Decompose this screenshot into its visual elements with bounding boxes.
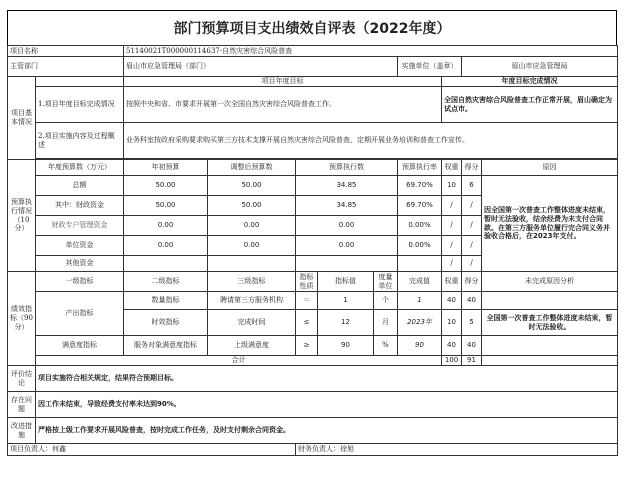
budget-reason: 因全国第一次普查工作整体进度未结束，暂时无法验收，结余经费为未支付合同款。在第三方服务单位履行完合同义务并验收合格后，在2023年支付。 bbox=[482, 176, 618, 272]
budget-header-executed: 预算执行数 bbox=[296, 160, 398, 176]
finance-leader-name: 徐旭 bbox=[340, 445, 354, 454]
budget-header-rate: 预算执行率 bbox=[398, 160, 442, 176]
total-row bbox=[8, 356, 618, 366]
budget-row: 单位资金 0.00 0.00 0.00 0.00% / / bbox=[8, 236, 618, 256]
perf-header-target: 指标值 bbox=[318, 272, 374, 292]
perf-header-nature: 指标性质 bbox=[296, 272, 318, 292]
annual-done-header: 年度目标完成情况 bbox=[442, 77, 618, 87]
perf-reason: 全国第一次普查工作整体进度未结束，暂时无法验收。 bbox=[482, 310, 618, 336]
perf-row: 产出指标 数量指标 聘请第三方服务机构 ＝ 1 个 1 40 40 bbox=[8, 292, 618, 310]
budget-header-reason: 原因 bbox=[482, 160, 618, 176]
self-evaluation-sheet bbox=[7, 10, 617, 456]
perf-header-reason: 未完成原因分析 bbox=[482, 272, 618, 292]
finance-leader: 财务负责人：徐旭 bbox=[296, 444, 618, 456]
perf-row: 满意度指标 服务对象满意度指标 上级满意度 ≥ 90 % 90 40 40 bbox=[8, 336, 618, 356]
budget-row: 财政专户管理资金 0.00 0.00 0.00 0.00% / / bbox=[8, 216, 618, 236]
content-row-label: 2.项目实施内容及过程概述 bbox=[36, 123, 124, 159]
perf-header-l3: 三级指标 bbox=[208, 272, 296, 292]
evaluation-table bbox=[7, 45, 618, 456]
total-score: 91 bbox=[462, 356, 482, 366]
perf-header-score: 得分 bbox=[462, 272, 482, 292]
impl-unit-label: 实施单位（盖章） bbox=[398, 57, 462, 77]
perf-header-unit: 度量单位 bbox=[374, 272, 398, 292]
budget-header-initial: 年初预算 bbox=[124, 160, 208, 176]
budget-header-score: 得分 bbox=[462, 160, 482, 176]
budget-header-item: 年度预算数（万元） bbox=[36, 160, 124, 176]
goal-text: 按照中央和省、市要求开展第一次全国自然灾害综合风险普查工作。 bbox=[124, 87, 442, 123]
budget-row: 其他资金 / / bbox=[8, 256, 618, 272]
perf-header-weight: 权重 bbox=[442, 272, 462, 292]
project-leader-name: 何鑫 bbox=[52, 445, 66, 454]
project-leader: 项目负责人：何鑫 bbox=[8, 444, 296, 456]
perf-row: 时效指标 完成时间 ≤ 12 月 2023年 10 5 全国第一次普查工作整体进度未结束，暂时无法验收。 bbox=[8, 310, 618, 336]
perf-l1-satisfaction: 满意度指标 bbox=[36, 336, 124, 356]
goal-row-label: 1.项目年度目标完成情况 bbox=[36, 87, 124, 123]
total-weight: 100 bbox=[442, 356, 462, 366]
basic-info-label: 项目基本情况 bbox=[8, 77, 36, 160]
perf-header-l2: 二级指标 bbox=[124, 272, 208, 292]
project-name-value: 51140021T000000114637-自然灾害综合风险普查 bbox=[124, 46, 618, 57]
budget-section-label: 预算执行情况（10分） bbox=[8, 160, 36, 272]
budget-row: 其中：财政资金 50.00 50.00 34.85 69.70% / / bbox=[8, 196, 618, 216]
impl-unit-value: 眉山市应急管理局 bbox=[462, 57, 618, 77]
fix-label: 改进措施 bbox=[8, 418, 36, 444]
eval-text: 项目实施符合相关规定，结果符合预期目标。 bbox=[36, 366, 618, 392]
budget-row: 总额 50.00 50.00 34.85 69.70% 10 6 因全国第一次普查工作整体进度未结束，暂时无法验收，结余经费为未支付合同款。在第三方服务单位履行完合同义务并验收合格后，在2023年支付。 bbox=[8, 176, 618, 196]
content-text: 业务科室按政府采购要求购买第三方技术支撑开展自然灾害综合风险普查，定期开展业务培训和普查工作宣传。 bbox=[124, 123, 618, 159]
budget-header-weight: 权重 bbox=[442, 160, 462, 176]
perf-section-label: 绩效指标（90分） bbox=[8, 272, 36, 366]
dept-label: 主管部门 bbox=[8, 57, 124, 77]
goal-done-text: 全国自然灾害综合风险普查工作正常开展，眉山确定为试点市。 bbox=[442, 87, 618, 123]
problem-text: 因工作未结束，导致经费支付率未达到90%。 bbox=[36, 392, 618, 418]
page-title: 部门预算项目支出绩效自评表（2022年度） bbox=[7, 10, 617, 45]
dept-value: 眉山市应急管理局（部门） bbox=[124, 57, 398, 77]
project-name-label: 项目名称 bbox=[8, 46, 124, 57]
total-label: 合计 bbox=[36, 356, 442, 366]
eval-label: 评价结论 bbox=[8, 366, 36, 392]
fix-text: 严格按上级工作要求开展风险普查，按时完成工作任务，及时支付剩余合同资金。 bbox=[36, 418, 618, 444]
perf-header-l1: 一级指标 bbox=[36, 272, 124, 292]
problem-label: 存在问题 bbox=[8, 392, 36, 418]
annual-goal-header: 项目年度目标 bbox=[124, 77, 442, 87]
perf-l1-output: 产出指标 bbox=[36, 292, 124, 336]
perf-header-actual: 完成值 bbox=[398, 272, 442, 292]
budget-header-adjusted: 调整后预算数 bbox=[208, 160, 296, 176]
